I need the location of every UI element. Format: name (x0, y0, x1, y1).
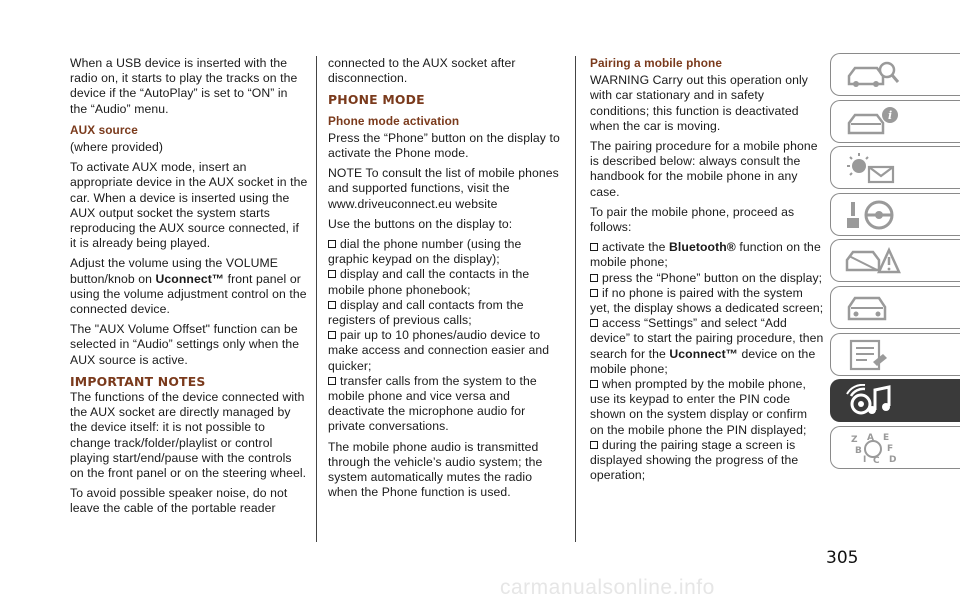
paragraph: To avoid possible speaker noise, do not leave the cable of the portable reader (70, 486, 288, 516)
checkbox-bullet-icon (590, 319, 598, 327)
paragraph: Use the buttons on the display to: (328, 216, 513, 231)
page-number: 305 (826, 548, 859, 568)
car-info-icon (843, 105, 903, 139)
tab-car-service[interactable] (830, 286, 960, 329)
paragraph: Press the “Phone” button on the display to activate the Phone mode. (328, 130, 560, 161)
steering-wheel-icon (843, 198, 903, 232)
svg-text:i: i (888, 108, 893, 122)
paragraph: When a USB device is inserted with the radio on, it starts to play the tracks on the device if the “AutoPlay” is set to “ON” in the “Audio” menu. (70, 56, 298, 116)
list-item: if no phone is paired with the system yet, the display shows a dedicated screen; (590, 285, 824, 316)
column-left (70, 56, 308, 522)
note: NOTE To consult the list of mobile phones and supported functions, visit the www.driveuconnect.eu website (328, 166, 559, 211)
list-item: activate the Bluetooth® function on the mobile phone; (590, 240, 821, 270)
heading-important-notes: IMPORTANT NOTES (70, 373, 206, 389)
list-item: access “Settings” and select “Add device” to start the pairing procedure, then search for the Uconnect™ device on the mobile phone; (590, 316, 824, 376)
svg-text:I: I (863, 454, 867, 465)
paragraph: To pair the mobile phone, proceed as follows: (590, 204, 795, 235)
car-search-icon (843, 58, 903, 92)
paragraph: Adjust the volume using the VOLUME button/knob on Uconnect™ front panel or using the volume adjustment control on the connected device. (70, 256, 307, 317)
checkbox-bullet-icon (590, 441, 598, 449)
column-middle (328, 56, 562, 505)
checkbox-bullet-icon (328, 301, 336, 309)
tab-car-warning[interactable] (830, 239, 960, 282)
column-divider (316, 56, 317, 542)
checkbox-bullet-icon (590, 289, 598, 297)
list-item: transfer calls from the system to the mobile phone and vice versa and deactivate the microphone audio for private conversations. (328, 373, 537, 434)
tab-car-info[interactable] (830, 100, 960, 143)
column-right (590, 56, 824, 483)
chapter-index-tabs (830, 53, 960, 472)
subheading-phone-activation: Phone mode activation (328, 113, 460, 128)
paragraph: The functions of the device connected with the AUX socket are directly managed by the device itself: it is not possible to change track/folder/playlist or control playing start/end/pause with the controls on the front panel or on the steering wheel. (70, 390, 307, 481)
paragraph: (where provided) (70, 140, 164, 155)
tab-car-search[interactable] (830, 53, 960, 96)
multimedia-icon (843, 384, 903, 418)
list-item: press the “Phone” button on the display; (590, 271, 824, 286)
svg-text:B: B (855, 445, 862, 456)
paragraph: The mobile phone audio is transmitted through the vehicle’s audio system; the system automatically mutes the radio when the Phone function is used. (328, 439, 543, 500)
list-item: display and call the contacts in the mobile phone phonebook; (328, 267, 530, 297)
column-divider (575, 56, 576, 542)
list-item: dial the phone number (using the graphic keypad on the display); (328, 237, 522, 267)
dashboard-lights-icon (843, 151, 903, 185)
car-service-icon (843, 291, 903, 325)
list-item: during the pairing stage a screen is displayed showing the progress of the operation; (590, 437, 799, 483)
tab-multimedia[interactable] (830, 379, 960, 422)
warning: WARNING Carry out this operation only with car stationary and in safety conditions; this function is deactivated when the car is moving. (590, 73, 808, 133)
subheading-aux-source: AUX source (70, 122, 138, 137)
heading-phone-mode: PHONE MODE (328, 92, 425, 108)
paragraph: To activate AUX mode, insert an appropriate device in the AUX socket in the car. When a device is inserted using the AUX output socket the system starts reproducing the AUX source connected, if it is already being played. (70, 160, 308, 251)
tab-checklist[interactable] (830, 333, 960, 376)
paragraph: The "AUX Volume Offset" function can be selected in “Audio” settings only when the AUX source is active. (70, 322, 300, 367)
subheading-pairing: Pairing a mobile phone (590, 56, 722, 70)
svg-text:A: A (867, 432, 874, 443)
checkbox-bullet-icon (328, 377, 336, 385)
checkbox-bullet-icon (328, 270, 336, 278)
checkbox-bullet-icon (590, 380, 598, 388)
svg-text:Z: Z (851, 434, 858, 445)
checkbox-bullet-icon (328, 240, 336, 248)
list-item: pair up to 10 phones/audio device to make access and connection easier and quicker; (328, 328, 550, 373)
tab-alphabet-index[interactable] (830, 426, 960, 469)
checkbox-bullet-icon (590, 274, 598, 282)
svg-text:E: E (883, 432, 890, 443)
list-item: when prompted by the mobile phone, use its keypad to enter the PIN code shown on the system display or confirm on the mobile phone the PIN displayed; (590, 377, 808, 437)
svg-text:C: C (873, 455, 880, 465)
svg-text:D: D (889, 454, 897, 465)
checkbox-bullet-icon (590, 243, 598, 251)
svg-text:F: F (887, 443, 894, 454)
car-warning-icon (843, 244, 903, 278)
tab-dashboard-lights[interactable] (830, 146, 960, 189)
paragraph: The pairing procedure for a mobile phone is described below: always consult the handbook for the mobile phone in any case. (590, 139, 818, 199)
checkbox-bullet-icon (328, 331, 336, 339)
paragraph: connected to the AUX socket after disconnection. (328, 56, 516, 86)
list-item: display and call contacts from the registers of previous calls; (328, 297, 524, 328)
alphabet-index-icon (843, 431, 903, 465)
watermark: carmanualsonline.info (500, 576, 715, 599)
tab-steering-wheel[interactable] (830, 193, 960, 236)
checklist-icon (843, 338, 903, 372)
